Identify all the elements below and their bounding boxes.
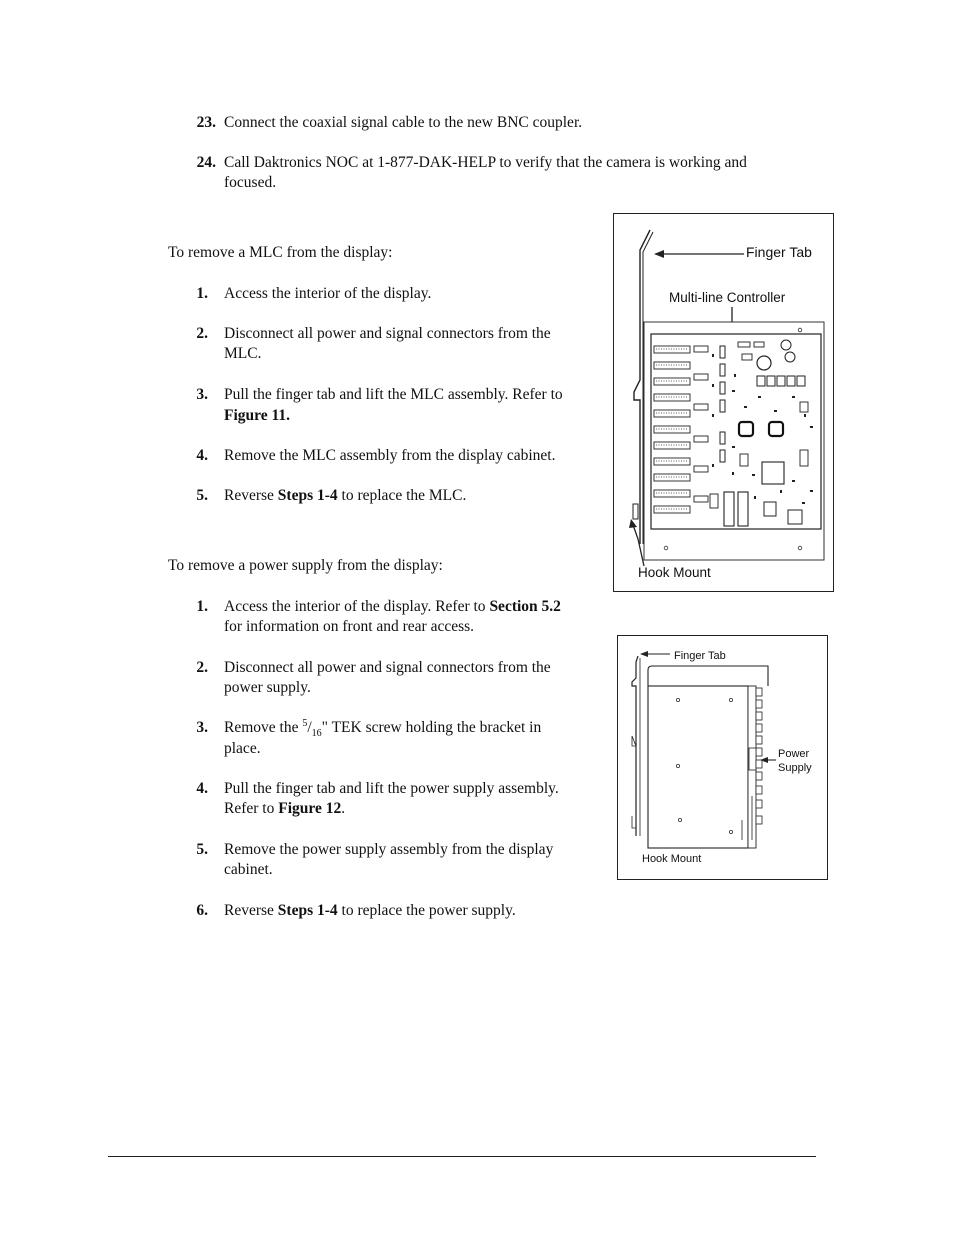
ps-step-3-number: 3. [196,719,208,736]
figure-11-finger-tab-label: Finger Tab [746,244,812,260]
ps-step-5-line1: Remove the power supply assembly from the display [224,841,554,858]
mlc-step-3-line1: Pull the finger tab and lift the MLC assembly. Refer to [224,386,563,403]
ps-step-6-number: 6. [196,902,208,919]
power-supply-illustration [618,636,829,881]
ps-step-5-line2: cabinet. [224,861,273,878]
mlc-step-3-number: 3. [196,386,208,403]
ps-step-1-number: 1. [196,598,208,615]
ps-step-2-line1: Disconnect all power and signal connectors from the [224,659,551,676]
mlc-step-1-text: Access the interior of the display. [224,285,432,302]
ps-step-1-line1: Access the interior of the display. Refer to Section 5.2 [224,598,561,615]
mlc-step-2-number: 2. [196,325,208,342]
footer-rule [108,1156,816,1157]
mlc-step-4-number: 4. [196,447,208,464]
mlc-intro: To remove a MLC from the display: [168,244,393,261]
figure-12-power-label: Power [778,748,810,760]
ps-step-3-line2: place. [224,740,261,757]
mlc-step-4-text: Remove the MLC assembly from the display cabinet. [224,447,556,464]
ps-step-5-number: 5. [196,841,208,858]
ps-step-4-number: 4. [196,780,208,797]
ps-step-4-line2: Refer to Figure 12. [224,800,346,817]
ps-intro: To remove a power supply from the display: [168,557,443,574]
mlc-step-5-number: 5. [196,487,208,504]
mlc-illustration [614,214,835,593]
ps-step-1-line2: for information on front and rear access. [224,618,475,635]
step-24-text-line2: focused. [224,174,277,191]
figure-11-mlc [613,213,834,592]
ps-step-4-line1: Pull the finger tab and lift the power supply assembly. [224,780,559,797]
mlc-step-1-number: 1. [196,285,208,302]
step-23-text: Connect the coaxial signal cable to the new BNC coupler. [224,114,583,131]
mlc-step-3-figure-ref: Figure 11. [224,407,291,424]
mlc-step-5-text: Reverse Steps 1-4 to replace the MLC. [224,487,467,504]
mlc-step-2-line2: MLC. [224,345,262,362]
figure-12-hook-mount-label: Hook Mount [642,853,702,865]
ps-step-3-line1: Remove the $^5/_{16}$" TEK screw holding the bracket in [224,717,542,740]
figure-11-controller-label: Multi-line Controller [669,290,786,305]
step-24-number: 24. [196,154,216,171]
mlc-step-2-line1: Disconnect all power and signal connectors from the [224,325,551,342]
step-24-text-line1: Call Daktronics NOC at 1-877-DAK-HELP to verify that the camera is working and [224,154,747,171]
figure-12-power-supply [617,635,828,880]
figure-11-hook-mount-label: Hook Mount [638,565,711,580]
ps-step-2-number: 2. [196,659,208,676]
ps-step-2-line2: power supply. [224,679,311,696]
figure-12-finger-tab-label: Finger Tab [674,650,726,662]
figure-12-supply-label: Supply [778,762,812,774]
step-23-number: 23. [196,114,216,131]
ps-step-6-text: Reverse Steps 1-4 to replace the power supply. [224,902,516,919]
